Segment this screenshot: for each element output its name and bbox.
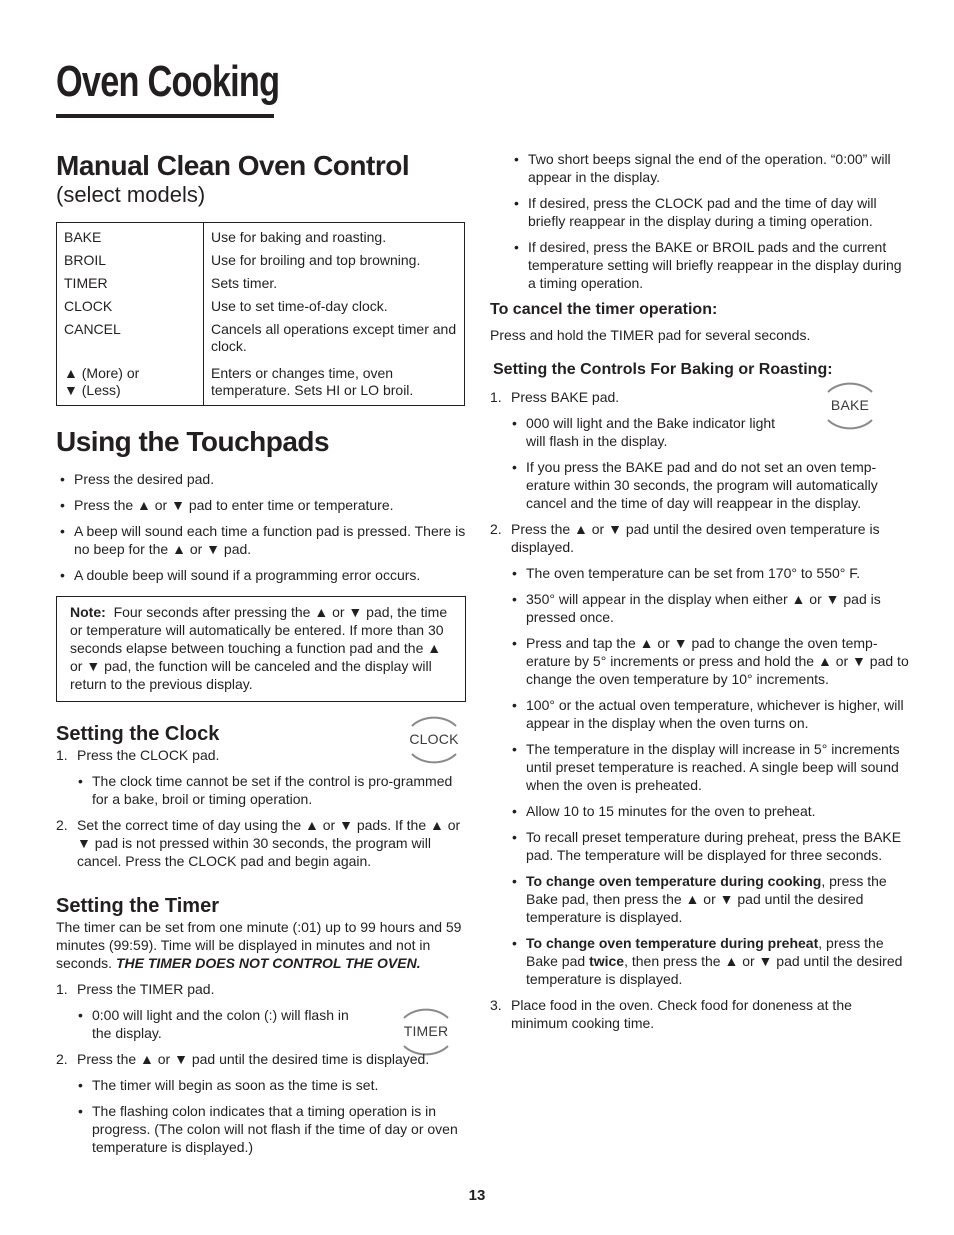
table-row — [57, 223, 465, 250]
list-item: • A double beep will sound if a programming error occurs. — [56, 566, 466, 584]
timer-section — [56, 894, 466, 1156]
list-item: • 100° or the actual oven temperature, whichever is higher, will appear in the display when the oven turns on. — [508, 696, 910, 732]
manual-clean-heading: Manual Clean Oven Control — [56, 150, 410, 181]
touchpads-list — [56, 470, 466, 584]
table-row — [57, 272, 465, 295]
timer-continued-list — [490, 150, 910, 292]
pad-description: Use for broiling and top browning. — [211, 252, 421, 268]
right-column — [490, 150, 910, 1040]
pad-description: Use to set time-of-day clock. — [211, 298, 388, 314]
list-item: 1. Press BAKE pad. • 000 will light and the Bake indicator light will flash in the display. • If you press the BAKE pad and do not set an oven temp-erature within 30 seconds, the program will automatically cancel and the time of day will reappear in the display. — [490, 388, 910, 512]
table-row — [57, 249, 465, 272]
list-item: 2. Set the correct time of day using the ▲ or ▼ pads. If the ▲ or ▼ pad is not pressed within 30 seconds, the program will cancel. Press the CLOCK pad and begin again. — [56, 817, 461, 869]
list-item: • To change oven temperature during cooking, press the Bake pad, then press the ▲ or ▼ pad until the desired temperature is displayed. — [508, 872, 910, 926]
list-item: • The clock time cannot be set if the control is pro-grammed for a bake, broil or timing operation. — [74, 772, 466, 808]
list-item: • 000 will light and the Bake indicator light will flash in the display. — [508, 414, 798, 450]
note-label: Note: — [70, 604, 106, 620]
table-row — [57, 358, 465, 406]
list-item: 3. Place food in the oven. Check food for doneness at the minimum cooking time. — [490, 997, 852, 1031]
pad-name: TIMER — [57, 272, 204, 295]
list-item: • If desired, press the BAKE or BROIL pads and the current temperature setting will briefly reappear in the display during a timing operation. — [510, 238, 910, 292]
list-item: • 350° will appear in the display when either ▲ or ▼ pad is pressed once. — [508, 590, 910, 626]
pad-name: CLOCK — [57, 295, 204, 318]
title-underline — [56, 114, 274, 118]
baking-steps — [490, 388, 910, 1032]
list-item: 1. Press the TIMER pad. • 0:00 will light and the colon (:) will flash in the display. — [56, 980, 466, 1042]
note-box — [56, 596, 466, 702]
list-item: • The oven temperature can be set from 170° to 550° F. — [508, 564, 910, 582]
pad-name: BAKE — [57, 223, 204, 250]
list-item: • If desired, press the CLOCK pad and the time of day will briefly reappear in the display during a timing operation. — [510, 194, 910, 230]
list-item: • A beep will sound each time a function pad is pressed. There is no beep for the ▲ or ▼ pad. — [56, 522, 466, 558]
list-item: • Allow 10 to 15 minutes for the oven to preheat. — [508, 802, 910, 820]
touchpads-heading: Using the Touchpads — [56, 426, 330, 457]
pad-description: Sets timer. — [211, 275, 278, 291]
pad-description: Use for baking and roasting. — [211, 229, 387, 245]
table-row — [57, 318, 465, 358]
list-item: • Two short beeps signal the end of the operation. “0:00” will appear in the display. — [510, 150, 910, 186]
timer-intro: The timer can be set from one minute (:01) up to 99 hours and 59 minutes (99:59). Time will be displayed in minutes and not in seconds. THE TIMER DOES NOT CONTROL THE OVEN. — [56, 919, 462, 971]
clock-section — [56, 722, 466, 870]
list-item: 2. Press the ▲ or ▼ pad until the desired oven temperature is displayed. • The oven temperature can be set from 170° to 550° F. • 350° will appear in the display when either ▲ or ▼ pad is pressed once. • Press and tap the ▲ or ▼ pad to change the oven temp-erature by 5° increments or press and hold the ▲ or ▼ pad to change the oven temperature by 10° increments. • 100° or the actual oven temperature, whichever is higher, will appear in the display when the oven turns on. • The temperature in the display will increase in 5° increments until preset temperature is reached. A single beep will sound when the oven is preheated. • Allow 10 to 15 minutes for the oven to preheat. • To recall preset temperature during preheat, press the BAKE pad. The temperature will be displayed for three seconds. • To change oven temperature during cooking, press the Bake pad, then press the ▲ or ▼ pad until the desired temperature is displayed. • To change oven temperature during preheat, press the Bake pad twice, then press the ▲ or ▼ pad until the desired temperature is displayed. — [490, 520, 910, 988]
page-number: 13 — [468, 1187, 486, 1204]
pad-name: BROIL — [57, 249, 204, 272]
timer-heading: Setting the Timer — [56, 895, 219, 917]
list-item: 1. Press the CLOCK pad. • The clock time cannot be set if the control is pro-grammed for a bake, broil or timing operation. — [56, 746, 466, 808]
clock-heading: Setting the Clock — [56, 723, 220, 745]
pad-description: Enters or changes time, oven temperature. Sets HI or LO broil. — [211, 365, 414, 398]
list-item: • Press and tap the ▲ or ▼ pad to change the oven temp-erature by 5° increments or press and hold the ▲ or ▼ pad to change the oven temperature by 10° increments. — [508, 634, 910, 688]
bake-pad-icon: BAKE — [820, 380, 880, 432]
timer-pad-icon: TIMER — [396, 1006, 456, 1058]
timer-steps — [56, 980, 466, 1156]
pad-function-table — [56, 222, 465, 406]
list-item: • The timer will begin as soon as the time is set. — [74, 1076, 466, 1094]
pad-name: CANCEL — [57, 318, 204, 358]
baking-heading: Setting the Controls For Baking or Roasting: — [493, 361, 833, 378]
cancel-timer-text: Press and hold the TIMER pad for several seconds. — [490, 327, 811, 343]
list-item: • The flashing colon indicates that a timing operation is in progress. (The colon will not flash if the time of day or oven temperature is displayed.) — [74, 1102, 466, 1156]
pad-name: ▲ (More) or ▼ (Less) — [57, 358, 204, 406]
list-item: • 0:00 will light and the colon (:) will flash in the display. — [74, 1006, 364, 1042]
note-text: Four seconds after pressing the ▲ or ▼ pad, the time or temperature will automatically be entered. If more than 30 seconds elapse between touching a function pad and the ▲ or ▼ pad, the function will be canceled and the display will return to the previous display. — [70, 604, 448, 692]
list-item: • Press the desired pad. — [56, 470, 466, 488]
list-item: 2. Press the ▲ or ▼ pad until the desired time is displayed. • The timer will begin as soon as the time is set. • The flashing colon indicates that a timing operation is in progress. (The colon will not flash if the time of day or oven temperature is displayed.) — [56, 1050, 466, 1156]
left-column — [56, 150, 466, 1164]
baking-section — [490, 360, 910, 1032]
table-row — [57, 295, 465, 318]
clock-steps — [56, 746, 466, 870]
clock-pad-icon: CLOCK — [404, 714, 464, 766]
cancel-timer-heading: To cancel the timer operation: — [490, 301, 718, 318]
manual-clean-subheading: (select models) — [56, 182, 206, 207]
list-item: • Press the ▲ or ▼ pad to enter time or temperature. — [56, 496, 466, 514]
list-item: • To change oven temperature during preheat, press the Bake pad twice, then press the ▲ or ▼ pad until the desired temperature is displayed. — [508, 934, 910, 988]
list-item: • The temperature in the display will increase in 5° increments until preset temperature is reached. A single beep will sound when the oven is preheated. — [508, 740, 910, 794]
page-title: Oven Cooking — [56, 57, 280, 106]
pad-description: Cancels all operations except timer and clock. — [211, 321, 457, 354]
list-item: • If you press the BAKE pad and do not set an oven temp-erature within 30 seconds, the program will automatically cancel and the time of day will reappear in the display. — [508, 458, 910, 512]
list-item: • To recall preset temperature during preheat, press the BAKE pad. The temperature will be displayed for three seconds. — [508, 828, 910, 864]
